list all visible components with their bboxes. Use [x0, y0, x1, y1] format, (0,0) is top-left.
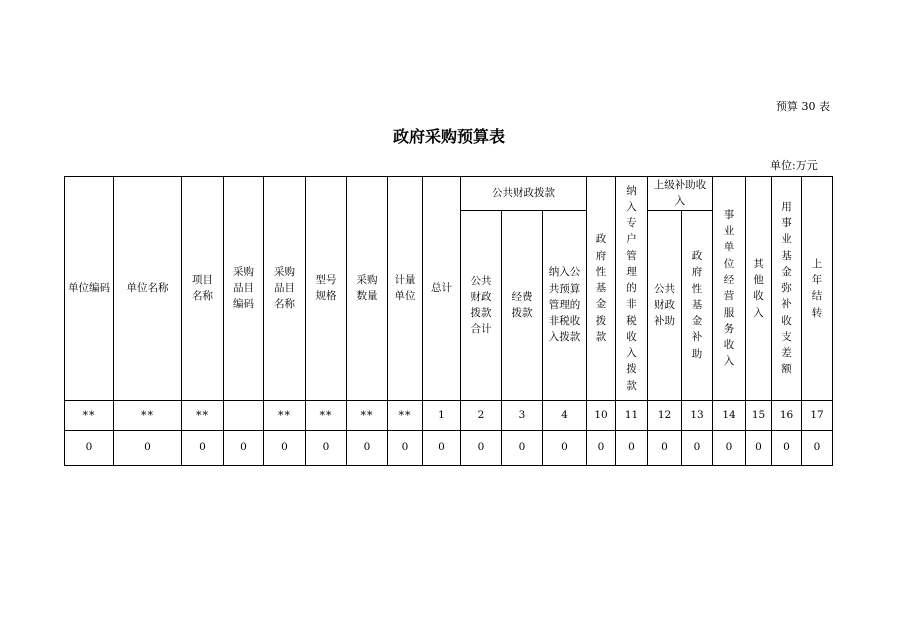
header-total: 总计 [423, 177, 461, 401]
index-cell: 10 [587, 400, 616, 430]
data-cell: 0 [713, 430, 746, 465]
data-cell: 0 [772, 430, 802, 465]
index-cell: 14 [713, 400, 746, 430]
data-cell: 0 [347, 430, 388, 465]
index-cell: 2 [461, 400, 502, 430]
index-cell: 11 [616, 400, 648, 430]
data-cell: 0 [264, 430, 306, 465]
header-row-1 [65, 177, 833, 211]
header-public-finance-total: 公共 财政 拨款 合计 [461, 210, 502, 400]
data-cell: 0 [746, 430, 772, 465]
header-public-finance-group: 公共财政拨款 [461, 177, 587, 211]
data-cell: 0 [682, 430, 713, 465]
index-cell: 1 [423, 400, 461, 430]
index-row [65, 400, 833, 430]
index-cell: ** [388, 400, 423, 430]
index-cell [224, 400, 264, 430]
header-other-income: 其 他 收 入 [746, 177, 772, 401]
data-cell: 0 [114, 430, 182, 465]
procurement-budget-table [64, 176, 833, 466]
index-cell: ** [65, 400, 114, 430]
data-cell: 0 [388, 430, 423, 465]
header-fund-deficit: 用 事 业 基 金 弥 补 收 支 差 额 [772, 177, 802, 401]
page-title: 政府采购预算表 [392, 127, 505, 146]
data-cell: 0 [182, 430, 224, 465]
header-superior-subsidy-group: 上级补助收 入 [648, 177, 713, 211]
index-cell: 3 [502, 400, 543, 430]
index-cell: 12 [648, 400, 682, 430]
unit-label: 单位:万元 [770, 159, 818, 172]
index-cell: ** [182, 400, 224, 430]
header-item-name: 采购 品目 名称 [264, 177, 306, 401]
data-row [65, 430, 833, 465]
header-gov-fund: 政 府 性 基 金 拨 款 [587, 177, 616, 401]
header-public-finance-subsidy: 公共 财政 补助 [648, 210, 682, 400]
header-carryover: 上 年 结 转 [802, 177, 833, 401]
data-cell: 0 [224, 430, 264, 465]
index-cell: 17 [802, 400, 833, 430]
index-cell: 15 [746, 400, 772, 430]
header-project-name: 项目 名称 [182, 177, 224, 401]
header-measure-unit: 计量 单位 [388, 177, 423, 401]
index-cell: ** [264, 400, 306, 430]
header-gov-fund-subsidy: 政 府 性 基 金 补 助 [682, 210, 713, 400]
data-cell: 0 [648, 430, 682, 465]
index-cell: 13 [682, 400, 713, 430]
header-non-tax-special: 纳 入 专 户 管 理 的 非 税 收 入 拨 款 [616, 177, 648, 401]
header-non-tax-budget: 纳入公 共预算 管理的 非税收 入拨款 [543, 210, 587, 400]
index-cell: ** [347, 400, 388, 430]
data-cell: 0 [65, 430, 114, 465]
header-item-code: 采购 品目 编码 [224, 177, 264, 401]
data-cell: 0 [543, 430, 587, 465]
data-cell: 0 [306, 430, 347, 465]
header-quantity: 采购 数量 [347, 177, 388, 401]
header-model-spec: 型号 规格 [306, 177, 347, 401]
header-operating-funds: 经费 拨款 [502, 210, 543, 400]
data-cell: 0 [616, 430, 648, 465]
index-cell: 16 [772, 400, 802, 430]
index-cell: 4 [543, 400, 587, 430]
data-cell: 0 [802, 430, 833, 465]
form-number: 预算 30 表 [776, 100, 830, 113]
data-cell: 0 [423, 430, 461, 465]
index-cell: ** [306, 400, 347, 430]
header-unit-code: 单位编码 [65, 177, 114, 401]
header-unit-name: 单位名称 [114, 177, 182, 401]
data-cell: 0 [461, 430, 502, 465]
data-cell: 0 [502, 430, 543, 465]
data-cell: 0 [587, 430, 616, 465]
header-business-income: 事 业 单 位 经 营 服 务 收 入 [713, 177, 746, 401]
index-cell: ** [114, 400, 182, 430]
